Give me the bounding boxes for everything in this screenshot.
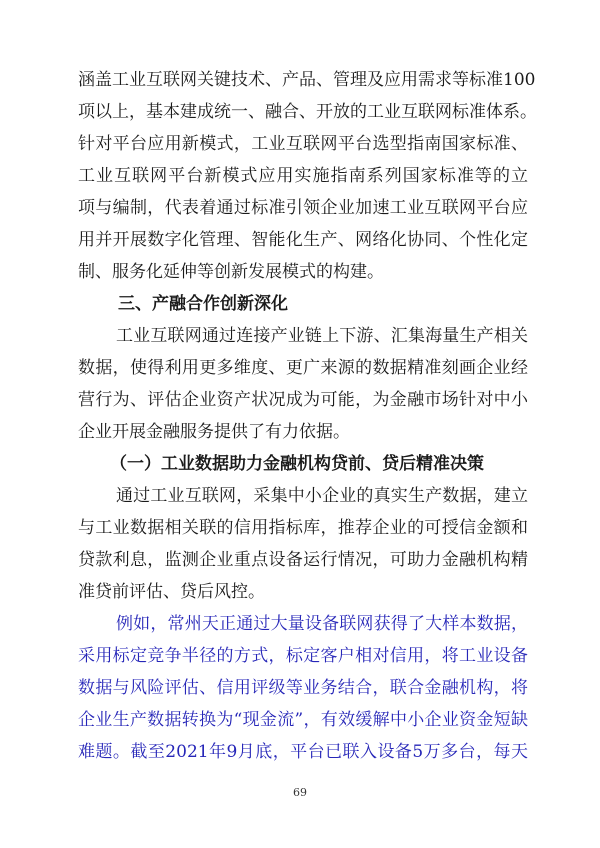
- example-line: 采用标定竞争半径的方式，标定客户相对信用，将工业设备: [78, 646, 528, 666]
- paragraph-line: 与工业数据相关联的信用指标库，推荐企业的可授信金额和: [78, 518, 528, 538]
- example-line: 数据与风险评估、信用评级等业务结合，联合金融机构，将: [78, 678, 528, 698]
- paragraph-line: 针对平台应用新模式，工业互联网平台选型指南国家标准、: [78, 134, 528, 154]
- paragraph-line: 涵盖工业互联网关键技术、产品、管理及应用需求等标准100: [78, 70, 536, 90]
- paragraph-line: 工业互联网平台新模式应用实施指南系列国家标准等的立: [78, 166, 528, 186]
- paragraph-line: 用并开展数字化管理、智能化生产、网络化协同、个性化定: [78, 230, 528, 250]
- paragraph-line: 项以上，基本建成统一、融合、开放的工业互联网标准体系。: [78, 102, 537, 122]
- page-number: 69: [293, 786, 307, 799]
- paragraph-line: 贷款利息，监测企业重点设备运行情况，可助力金融机构精: [78, 550, 528, 570]
- paragraph-line: 工业互联网通过连接产业链上下游、汇集海量生产相关: [116, 326, 528, 346]
- subsection-heading: （一）工业数据助力金融机构贷前、贷后精准决策: [110, 454, 484, 474]
- example-line: 难题。截至2021年9月底，平台已联入设备5万多台，每天: [78, 742, 528, 762]
- paragraph-line: 数据，使得利用更多维度、更广来源的数据精准刻画企业经: [78, 358, 528, 378]
- example-line: 例如，常州天正通过大量设备联网获得了大样本数据，: [116, 614, 528, 634]
- paragraph-line: 项与编制，代表着通过标准引领企业加速工业互联网平台应: [78, 198, 528, 218]
- paragraph-line: 制、服务化延伸等创新发展模式的构建。: [78, 262, 384, 282]
- section-heading: 三、产融合作创新深化: [118, 294, 288, 314]
- paragraph-line: 准贷前评估、贷后风控。: [78, 582, 265, 602]
- example-line: 企业生产数据转换为“现金流”，有效缓解中小企业资金短缺: [78, 710, 528, 730]
- paragraph-line: 通过工业互联网，采集中小企业的真实生产数据，建立: [116, 486, 528, 506]
- paragraph-line: 营行为、评估企业资产状况成为可能，为金融市场针对中小: [78, 390, 528, 410]
- paragraph-line: 企业开展金融服务提供了有力依据。: [78, 422, 350, 442]
